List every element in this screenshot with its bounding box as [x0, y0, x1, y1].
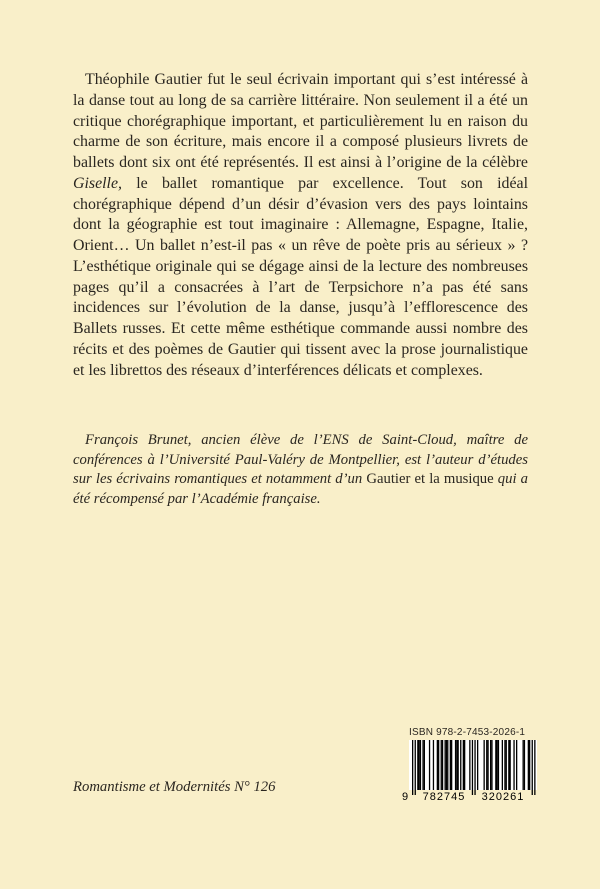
barcode-bar: [412, 740, 413, 795]
barcode-bar: [497, 740, 498, 790]
barcode-bar: [442, 740, 443, 790]
isbn-barcode: [397, 727, 537, 802]
author-book-title: Gautier et la musique: [366, 471, 494, 488]
barcode-graphic: [397, 740, 537, 802]
barcode-bar: [463, 740, 464, 790]
barcode-bar: [419, 740, 420, 790]
barcode-bar: [534, 740, 535, 795]
barcode-bar: [417, 740, 418, 790]
barcode-bar: [529, 740, 530, 790]
barcode-bar: [498, 740, 499, 790]
barcode-bar: [495, 740, 496, 790]
description-text-part-2: le ballet romantique par excellence. Tout son idéal chorégraphique dépend d’un désir d’évasion vers des pays lointains dont la géographie est tout imaginaire : Allemagne, Espagne, Italie, Orient… Un ballet n’est-il pas « un rêve de poète pris au sérieux » ? L’esthétique originale qui se dégage ainsi de la lecture des nombreuses pages qu’il a consacrées à l’art de Terpsichore n’a pas été sans incidences sur l’évolution de la danse, jusqu’à l’efflorescence des Ballets russes. Et cette même esthétique commande aussi nombre des récits et des poèmes de Gautier qui tissent avec la prose journalistique et les librettos des réseaux d’interférences délicats et complexes.: [73, 174, 528, 379]
barcode-bar: [523, 740, 524, 790]
barcode-bar: [451, 740, 452, 790]
barcode-bar: [477, 740, 478, 790]
barcode-bar: [445, 740, 446, 790]
barcode-bar: [429, 740, 430, 790]
isbn-label: ISBN 978-2-7453-2026-1: [409, 727, 526, 738]
barcode-bar: [510, 740, 511, 790]
barcode-bar: [438, 740, 439, 790]
barcode-first-digit: 9: [402, 791, 409, 802]
barcode-bar: [458, 740, 459, 790]
barcode-bar: [469, 740, 470, 790]
barcode-bar: [513, 740, 514, 790]
author-bio-part-2: qui a été récompensé par l’Académie française.: [73, 471, 528, 507]
description-text-part-1: Théophile Gautier fut le seul écrivain important qui s’est intéressé à la danse tout au long de sa carrière littéraire. Non seulement il a été un critique chorégraphique important, et particulièrement lu en raison du charme de son écriture, mais encore il a composé plusieurs livrets de ballets dont six ont été représentés. Il est ainsi à l’origine de la célèbre: [73, 71, 528, 171]
barcode-bar: [456, 740, 457, 790]
barcode-bar: [464, 740, 465, 790]
barcode-bar: [486, 740, 487, 790]
barcode-bar: [447, 740, 448, 790]
barcode-bar: [516, 740, 517, 790]
barcode-bar: [415, 740, 416, 795]
barcode-bar: [506, 740, 507, 790]
barcode-bar: [504, 740, 505, 790]
barcode-right-digits: 320261: [481, 791, 525, 802]
barcode-left-digits: 782745: [422, 791, 466, 802]
barcode-bar: [474, 740, 475, 795]
barcode-bar: [455, 740, 456, 790]
barcode-bar: [491, 740, 492, 790]
author-bio: [73, 431, 528, 509]
giselle-title: Giselle,: [73, 174, 122, 192]
barcode-bar: [420, 740, 421, 790]
barcode-bar: [446, 740, 447, 790]
barcode-bar: [437, 740, 438, 790]
barcode-bar: [528, 740, 529, 790]
barcode-bar: [472, 740, 473, 795]
back-cover-description: [73, 70, 528, 381]
barcode-bar: [508, 740, 509, 790]
author-bio-part-1: François Brunet, ancien élève de l’ENS de Saint-Cloud, maître de conférences à l’Université Paul-Valéry de Montpellier, est l’auteur d’études sur les écrivains romantiques et notamment d’un: [73, 432, 528, 488]
barcode-bar: [422, 740, 423, 790]
barcode-bar: [433, 740, 434, 790]
barcode-bar: [450, 740, 451, 790]
series-label: Romantisme et Modernités N° 126: [73, 779, 276, 795]
barcode-bar: [441, 740, 442, 790]
barcode-bar: [532, 740, 533, 795]
barcode-bar: [460, 740, 461, 790]
barcode-bar: [424, 740, 425, 790]
barcode-bar: [524, 740, 525, 790]
barcode-bar: [502, 740, 503, 790]
barcode-bar: [487, 740, 488, 790]
barcode-bar: [484, 740, 485, 790]
barcode-bar: [490, 740, 491, 790]
